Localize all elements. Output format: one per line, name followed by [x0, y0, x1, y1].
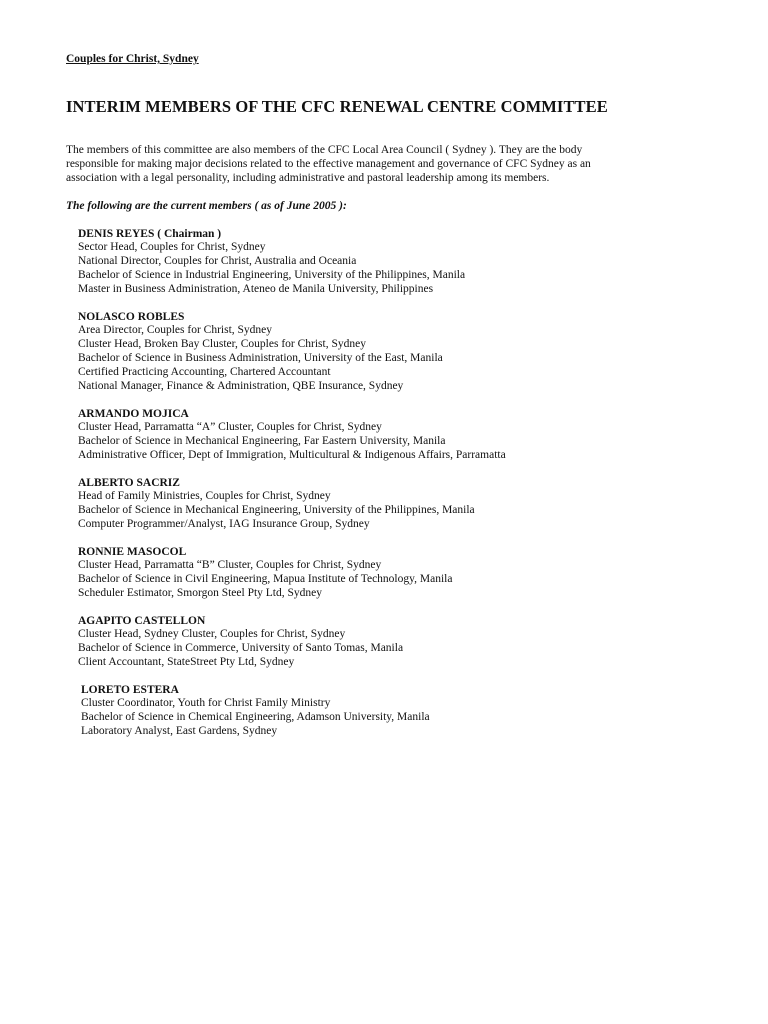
member-detail: Bachelor of Science in Chemical Engineering, Adamson University, Manila [81, 711, 430, 724]
member-detail: Cluster Coordinator, Youth for Christ Family Ministry [81, 697, 331, 710]
member-detail: National Director, Couples for Christ, Australia and Oceania [78, 254, 357, 267]
member-entry [78, 407, 718, 463]
member-name: ALBERTO SACRIZ [78, 477, 180, 490]
member-name: ARMANDO MOJICA [78, 407, 189, 420]
member-detail: Bachelor of Science in Civil Engineering, Mapua Institute of Technology, Manila [78, 573, 453, 586]
member-entry [78, 614, 718, 670]
member-detail: Computer Programmer/Analyst, IAG Insurance Group, Sydney [78, 517, 370, 530]
intro-line: The members of this committee are also members of the CFC Local Area Council ( Sydney ). They are the body [66, 144, 583, 156]
current-members-note: The following are the current members ( as of June 2005 ): [66, 200, 347, 212]
org-header-link: Couples for Christ, Sydney [66, 53, 199, 65]
member-detail: Area Director, Couples for Christ, Sydney [78, 324, 273, 337]
member-detail: Cluster Head, Broken Bay Cluster, Couples for Christ, Sydney [78, 337, 366, 350]
member-detail: Cluster Head, Sydney Cluster, Couples for Christ, Sydney [78, 628, 346, 641]
member-entry [78, 310, 718, 394]
member-detail: Bachelor of Science in Mechanical Engineering, University of the Philippines, Manila [78, 503, 475, 516]
member-detail: National Manager, Finance & Administration, QBE Insurance, Sydney [78, 379, 404, 392]
member-detail: Sector Head, Couples for Christ, Sydney [78, 241, 266, 253]
member-entry [81, 683, 718, 739]
member-detail: Bachelor of Science in Commerce, University of Santo Tomas, Manila [78, 642, 404, 655]
member-detail: Scheduler Estimator, Smorgon Steel Pty Ltd, Sydney [78, 586, 323, 599]
member-detail: Master in Business Administration, Ateneo de Manila University, Philippines [78, 282, 434, 295]
intro-line: responsible for making major decisions related to the effective management and governance of CFC Sydney as an [66, 158, 591, 171]
page-title: INTERIM MEMBERS OF THE CFC RENEWAL CENTRE COMMITTEE [66, 97, 608, 116]
members-list [78, 227, 718, 752]
member-name: LORETO ESTERA [81, 684, 179, 697]
intro-line: association with a legal personality, including administrative and pastoral leadership among its members. [66, 172, 550, 185]
member-entry [78, 476, 718, 532]
member-detail: Laboratory Analyst, East Gardens, Sydney [81, 725, 278, 738]
member-detail: Head of Family Ministries, Couples for Christ, Sydney [78, 490, 331, 503]
member-detail: Administrative Officer, Dept of Immigration, Multicultural & Indigenous Affairs, Parramatta [78, 448, 506, 461]
member-detail: Bachelor of Science in Mechanical Engineering, Far Eastern University, Manila [78, 434, 446, 447]
member-detail: Client Accountant, StateStreet Pty Ltd, Sydney [78, 656, 295, 669]
member-name: AGAPITO CASTELLON [78, 615, 206, 628]
member-name: DENIS REYES ( Chairman ) [78, 228, 222, 240]
member-name: NOLASCO ROBLES [78, 311, 185, 324]
member-entry [78, 545, 718, 601]
member-detail: Cluster Head, Parramatta “B” Cluster, Couples for Christ, Sydney [78, 559, 382, 572]
member-detail: Certified Practicing Accounting, Chartered Accountant [78, 365, 331, 378]
member-entry [78, 227, 718, 297]
intro-paragraph [66, 143, 706, 186]
member-detail: Bachelor of Science in Business Administration, University of the East, Manila [78, 351, 443, 364]
member-name: RONNIE MASOCOL [78, 546, 187, 559]
member-detail: Cluster Head, Parramatta “A” Cluster, Couples for Christ, Sydney [78, 420, 382, 433]
member-detail: Bachelor of Science in Industrial Engineering, University of the Philippines, Manila [78, 268, 466, 281]
